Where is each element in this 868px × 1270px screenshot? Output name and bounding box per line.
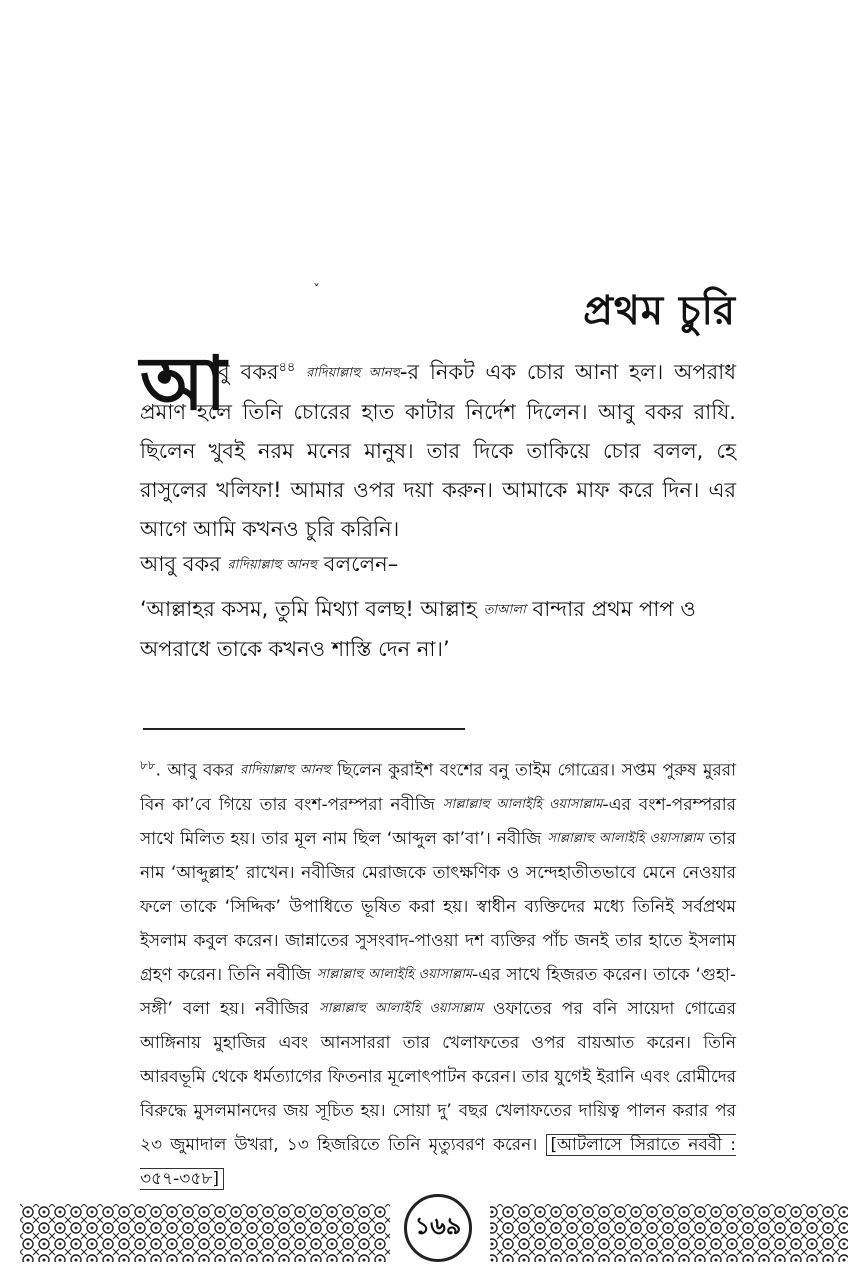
honorific-calligraphy-icon: রাদিয়াল্লাহু আনহু (227, 557, 318, 573)
ink-speck: ˇ (313, 283, 320, 299)
drop-cap: আ (140, 341, 227, 427)
chapter-title: প্রথম চুরি (583, 287, 736, 334)
footnote (140, 748, 736, 1196)
footnote-text: . আবু বকর (155, 760, 234, 781)
honorific-calligraphy-icon: তাআলা (483, 602, 526, 618)
page-number-medallion: ১৬৯ (404, 1194, 472, 1262)
p1-text-a: বু বকর (218, 360, 279, 384)
ornament-left (20, 1204, 390, 1262)
citation: [আটলাসে সিরাতে নববী : ৩৫৭-৩৫৮] (140, 1134, 737, 1189)
honorific-calligraphy-icon: রাদিয়াল্লাহু আনহু (240, 762, 331, 778)
p3-text-a: ‘আল্লাহর কসম, তুমি মিথ্যা বলছ! আল্লাহ (140, 597, 477, 621)
footnote-divider (143, 728, 465, 730)
p1-text-b: -র নিকট এক চোর আনা হল। অপরাধ প্রমাণ হলে তিনি চোরের হাত কাটার নির্দেশ দিলেন। আবু বকর রাযি. ছিলেন খুবই নরম মনের মানুষ। তার দিকে তাকিয়ে চোর বলল, হে রাসুলের খলিফা! আমার ওপর দয়া করুন। আমাকে মাফ করে দিন। এর আগে আমি কখনও চুরি করিনি। (140, 360, 736, 541)
paragraph-1 (140, 348, 736, 549)
footnote-text: তার নাম ‘আব্দুল্লাহ’ রাখেন। নবীজির মেরাজকে তাৎক্ষণিক ও সন্দেহাতীতভাবে মেনে নেওয়ার ফলে তাকে ‘সিদ্দিক’ উপাধিতে ভূষিত করা হয়। স্বাধীন ব্যক্তিদের মধ্যে তিনিই সর্বপ্রথম ইসলাম কবুল করেন। জান্নাতের সুসংবাদ-পাওয়া দশ ব্যক্তির পাঁচ জনই তার হাতে ইসলাম গ্রহণ করেন। তিনি নবীজি (140, 828, 737, 985)
p3-text-b: বান্দার প্রথম পাপ ও অপরাধে তাকে কখনও শাস্তি দেন না।’ (140, 597, 696, 661)
honorific-calligraphy-icon: রাদিয়াল্লাহু আনহু (306, 365, 400, 381)
footnote-number: ৮৮ (140, 758, 156, 772)
footnote-ref[interactable]: ৪৪ (278, 360, 296, 375)
ornament-right (490, 1204, 848, 1262)
honorific-calligraphy-icon: সাল্লাল্লাহু আলাইহি ওয়াসাল্লাম (316, 966, 473, 982)
footnote-text: ছিলেন কুরাইশ বংশের বনু তাইম গোত্রের। সপ্তম পুরুষ মুররা বিন কা’বে গিয়ে তার বংশ-পরম্পরা নবীজি (140, 760, 737, 815)
footnote-text: ওফাতের পর বনি সায়েদা গোত্রের আঙ্গিনায় মুহাজির এবং আনসাররা তার খেলাফতের ওপর বায়আত করেন। তিনি আরবভূমি থেকে ধর্মত্যাগের ফিতনার মূলোৎপাটন করেন। তার যুগেই ইরানি এবং রোমীদের বিরুদ্ধে মুসলমানদের জয় সূচিত হয়। সোয়া দু’ বছর খেলাফতের দায়িত্ব পালন করার পর ২৩ জুমাদাল উখরা, ১৩ হিজরিতে তিনি মৃত্যুবরণ করেন। (140, 998, 737, 1155)
honorific-calligraphy-icon: সাল্লাল্লাহু আলাইহি ওয়াসাল্লাম (442, 796, 603, 812)
honorific-calligraphy-icon: সাল্লাল্লাহু আলাইহি ওয়াসাল্লাম (547, 830, 703, 846)
honorific-calligraphy-icon: সাল্লাল্লাহু আলাইহি ওয়াসাল্লাম (319, 1000, 483, 1016)
p2-text-b: বললেন– (323, 552, 399, 576)
paragraph-2 (140, 545, 736, 585)
p2-text-a: আবু বকর (140, 552, 221, 576)
footnote-text: -এর বংশ-পরম্পরার সাথে মিলিত হয়। তার মূল নাম ছিল ‘আব্দুল কা’বা’। নবীজি (140, 794, 736, 849)
footnote-text: -এর সাথে হিজরত করেন। তাকে ‘গুহা-সঙ্গী’ বলা হয়। নবীজির (140, 964, 736, 1019)
paragraph-3-quote (140, 590, 736, 669)
